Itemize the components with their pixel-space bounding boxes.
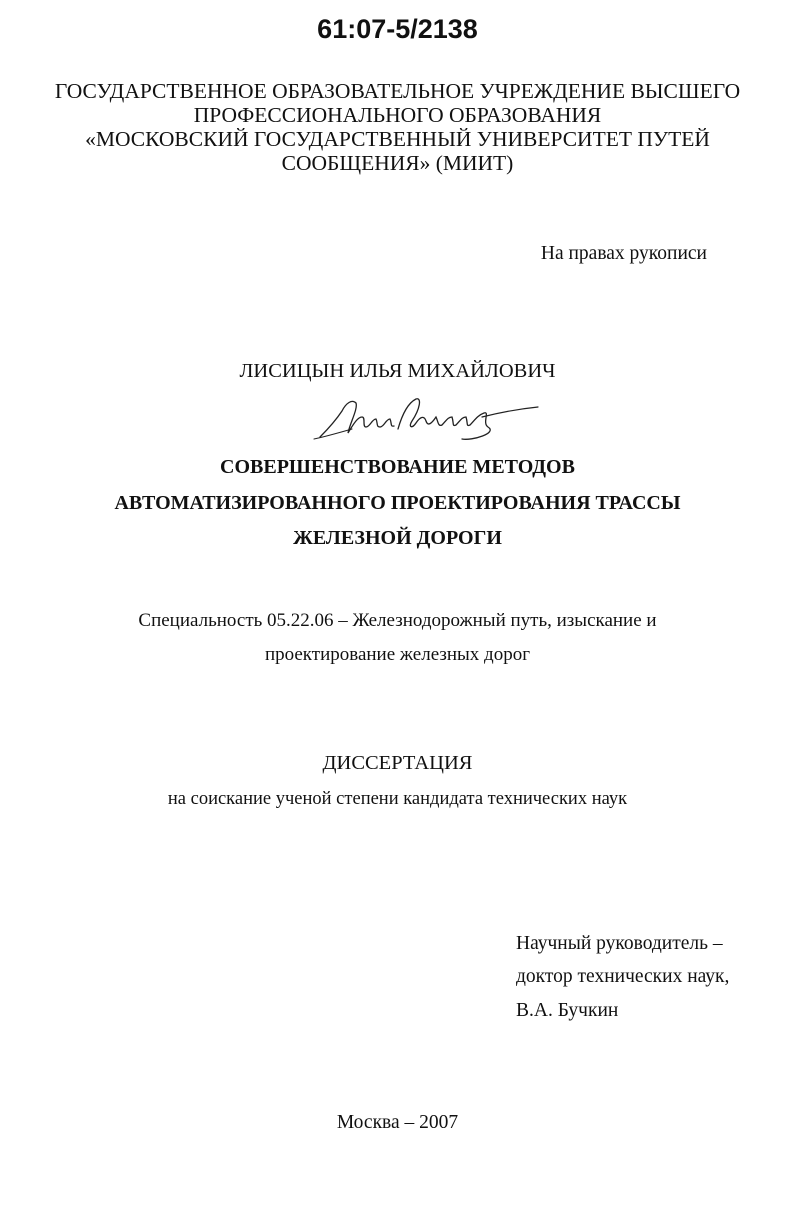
institution-line-3: «МОСКОВСКИЙ ГОСУДАРСТВЕННЫЙ УНИВЕРСИТЕТ ПУТЕЙ <box>85 127 710 151</box>
institution-line-4: СООБЩЕНИЯ» (МИИТ) <box>281 151 514 175</box>
advisor-rank: доктор технических наук, <box>516 966 730 987</box>
title-line-1: СОВЕРШЕНСТВОВАНИЕ МЕТОДОВ <box>220 456 575 478</box>
title-line-2: АВТОМАТИЗИРОВАННОГО ПРОЕКТИРОВАНИЯ ТРАССЫ <box>114 492 681 514</box>
catalog-number: 61:07-5/2138 <box>317 14 478 44</box>
rights-note: На правах рукописи <box>540 243 707 264</box>
institution-line-2: ПРОФЕССИОНАЛЬНОГО ОБРАЗОВАНИЯ <box>193 103 602 127</box>
advisor-name: В.А. Бучкин <box>516 1000 619 1021</box>
city-year: Москва – 2007 <box>336 1112 459 1133</box>
author-name: ЛИСИЦЫН ИЛЬЯ МИХАЙЛОВИЧ <box>239 360 556 382</box>
advisor-role: Научный руководитель – <box>516 933 723 954</box>
specialty-line-2: проектирование железных дорог <box>264 644 531 665</box>
title-line-3: ЖЕЛЕЗНОЙ ДОРОГИ <box>293 527 502 549</box>
signature-image <box>312 393 542 443</box>
specialty-line-1: Специальность 05.22.06 – Железнодорожный путь, изыскание и <box>138 610 657 631</box>
degree-line: на соискание ученой степени кандидата технических наук <box>167 789 628 809</box>
institution-line-1: ГОСУДАРСТВЕННОЕ ОБРАЗОВАТЕЛЬНОЕ УЧРЕЖДЕНИЕ ВЫСШЕГО <box>54 79 741 103</box>
work-type: ДИССЕРТАЦИЯ <box>322 752 473 774</box>
